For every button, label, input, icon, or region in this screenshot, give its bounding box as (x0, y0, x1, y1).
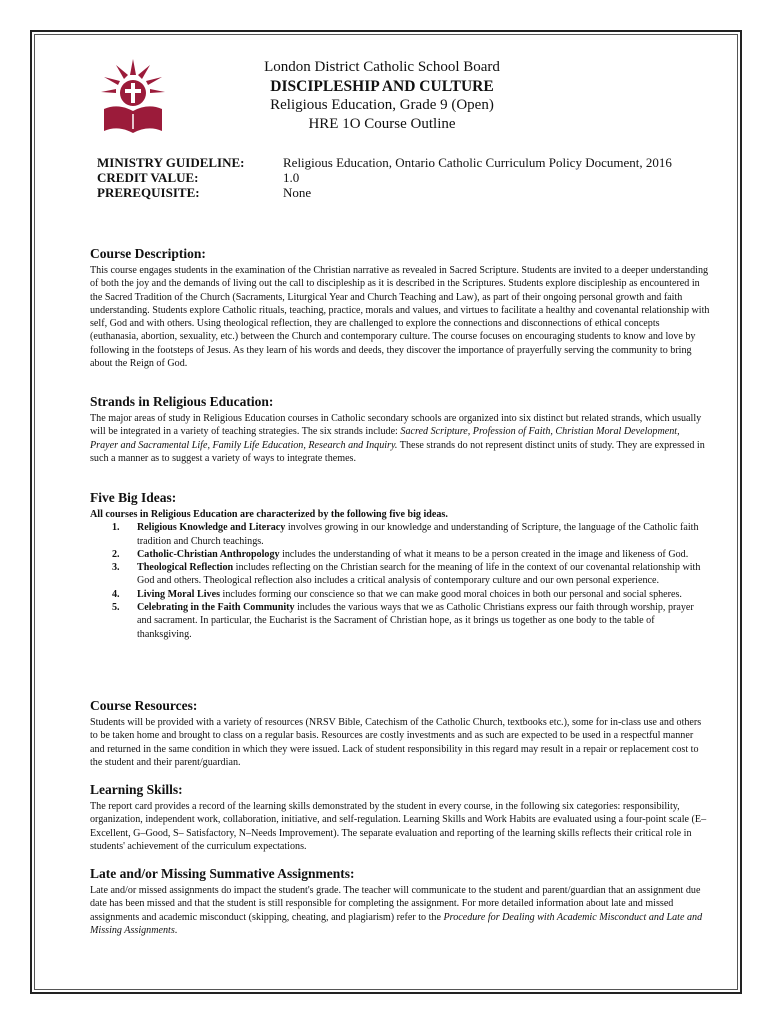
section-heading: Learning Skills: (90, 782, 183, 797)
item-number: 2. (112, 548, 120, 560)
meta-value: 1.0 (283, 170, 300, 185)
meta-row (97, 155, 697, 170)
body-text: . (174, 924, 178, 936)
meta-value: Religious Education, Ontario Catholic Curriculum Policy Document, 2016 (283, 155, 672, 170)
item-desc: includes reflecting on the Christian search for the meaning of life in the context of our covenantal relationship with God and others. Theological reflection also includes a critical analysis of contemporary culture and our own personal experience. (137, 562, 701, 587)
item-name: Theological Reflection (137, 562, 234, 574)
body-text: These strands do not represent distinct units of study. They are expressed in such a manner as to suggest a variety of ways to integrate themes. (90, 439, 705, 464)
meta-value: None (283, 185, 312, 200)
strands-list-text: Sacred Scripture, Profession of Faith, Christian Moral Development, Prayer and Sacramental Life, Family Life Education, Research and Inquiry. (90, 426, 680, 451)
list-item (112, 521, 710, 548)
board-name: London District Catholic School Board (264, 59, 500, 75)
section-heading: Strands in Religious Education: (90, 394, 274, 409)
section-heading: Course Resources: (90, 698, 198, 713)
body-text: The major areas of study in Religious Education courses in Catholic secondary schools are organized into six distinct but related strands, which usually will be integrated in a variety of teaching strategies. The six strands include: (90, 413, 702, 438)
procedure-title: Procedure for Dealing with Academic Misconduct and Late and Missing Assignments (90, 911, 703, 936)
section-body: Students will be provided with a variety of resources (NRSV Bible, Catechism of the Catholic Church, textbooks etc.), some for in-class use and others to be taken home and brought to class on a regular basis. Resources are costly investments and as such are expected to be used in a respectful manner and returned in the same condition in which they were issued. Lack of student responsibility in this regard may result in a repair or replacement cost to the student and their parent/guardian. (90, 717, 702, 768)
section-heading: Course Description: (90, 246, 206, 261)
big-ideas-list (90, 521, 710, 641)
meta-row (97, 170, 697, 185)
item-text (137, 601, 710, 641)
board-logo-icon (98, 57, 168, 137)
item-text (137, 548, 710, 561)
meta-row (97, 185, 697, 200)
document-header (232, 58, 532, 134)
item-name: Living Moral Lives (137, 588, 220, 600)
item-number: 4. (112, 588, 120, 600)
section-body: The report card provides a record of the learning skills demonstrated by the student in every course, in the following six categories: responsibility, organization, independent work, collaboration, initiative, and self-regulation. Learning Skills and Work Habits are evaluated using a four-point scale (E–Excellent, G–Good, S– Satisfactory, N–Needs Improvement). The separate evaluation and reporting of the learning skills reflects their critical role in students' achievement of the curriculum expectations. (90, 801, 707, 852)
item-text (137, 588, 710, 601)
item-number: 1. (112, 522, 120, 534)
late-assignments-section (90, 866, 710, 937)
section-body (90, 412, 710, 465)
section-heading: Late and/or Missing Summative Assignments: (90, 866, 355, 881)
list-item (112, 601, 710, 641)
item-name: Catholic-Christian Anthropology (137, 548, 280, 560)
section-body: This course engages students in the examination of the Christian narrative as revealed in Sacred Scripture. Students are invited to a deeper understanding of both the joy and the demands of living out the call to discipleship as it is described in the Scriptures. Students explore discipleship as encountered in the Sacred Tradition of the Church (Sacraments, Liturgical Year and Church Teaching and Law), as part of their ongoing personal growth and faith understanding. Students explore Catholic rituals, teaching, practice, morals and values, and virtues to facilitate a healthy and covenantal relationship with self, God and with others. Using theological reflection, they are challenged to explore the connections and disconnections of ethical concepts (euthanasia, abortion, sexuality, etc.) between the Church and contemporary culture. The course focuses on encouraging students to know and love by following in the footsteps of Jesus. As they learn of his words and deeds, they discover the importance of prayerfully serving the community to bring about the Reign of God. (90, 265, 710, 370)
course-description-section (90, 246, 710, 370)
list-item (112, 588, 710, 601)
course-name: Religious Education, Grade 9 (Open) (270, 97, 494, 113)
body-text: Late and/or missed assignments do impact the student's grade. The teacher will communicate to the student and parent/guardian that an assignment due date has been missed and that the student is still responsible for completing the assignment. For more detailed information about late and missed assignments and academic misconduct (skipping, cheating, and plagiarism) refer to the (90, 885, 701, 923)
item-text (137, 521, 710, 548)
big-ideas-intro: All courses in Religious Education are characterized by the following five big ideas. (90, 509, 448, 520)
item-desc: includes forming our conscience so that we can make good moral choices in both our personal and social spheres. (220, 588, 682, 600)
item-name: Celebrating in the Faith Community (137, 602, 295, 614)
outline-title: HRE 1O Course Outline (308, 116, 456, 132)
list-item (112, 561, 710, 588)
section-heading: Five Big Ideas: (90, 490, 177, 505)
item-number: 5. (112, 602, 120, 614)
meta-label: PREREQUISITE: (97, 185, 200, 200)
item-name: Religious Knowledge and Literacy (137, 522, 286, 534)
item-number: 3. (112, 562, 120, 574)
section-body (90, 884, 710, 937)
big-ideas-section (90, 490, 710, 641)
meta-label: CREDIT VALUE: (97, 170, 199, 185)
list-item (112, 548, 710, 561)
item-desc: includes the various ways that we as Catholic Christians express our faith through worship, prayer and sacrament. In particular, the Eucharist is the Sacrament of Christian hope, as it brings us together as one body to the table of thanksgiving. (137, 602, 694, 640)
course-meta (97, 155, 697, 200)
meta-label: MINISTRY GUIDELINE: (97, 155, 245, 170)
department-title: DISCIPLESHIP AND CULTURE (270, 78, 494, 95)
item-desc: involves growing in our knowledge and understanding of Scripture, the language of the Catholic faith tradition and Church teachings. (137, 522, 699, 547)
course-resources-section (90, 698, 710, 769)
item-text (137, 561, 710, 588)
item-desc: includes the understanding of what it means to be a person created in the image and likeness of God. (279, 548, 689, 560)
strands-section (90, 394, 710, 465)
learning-skills-section (90, 782, 710, 853)
